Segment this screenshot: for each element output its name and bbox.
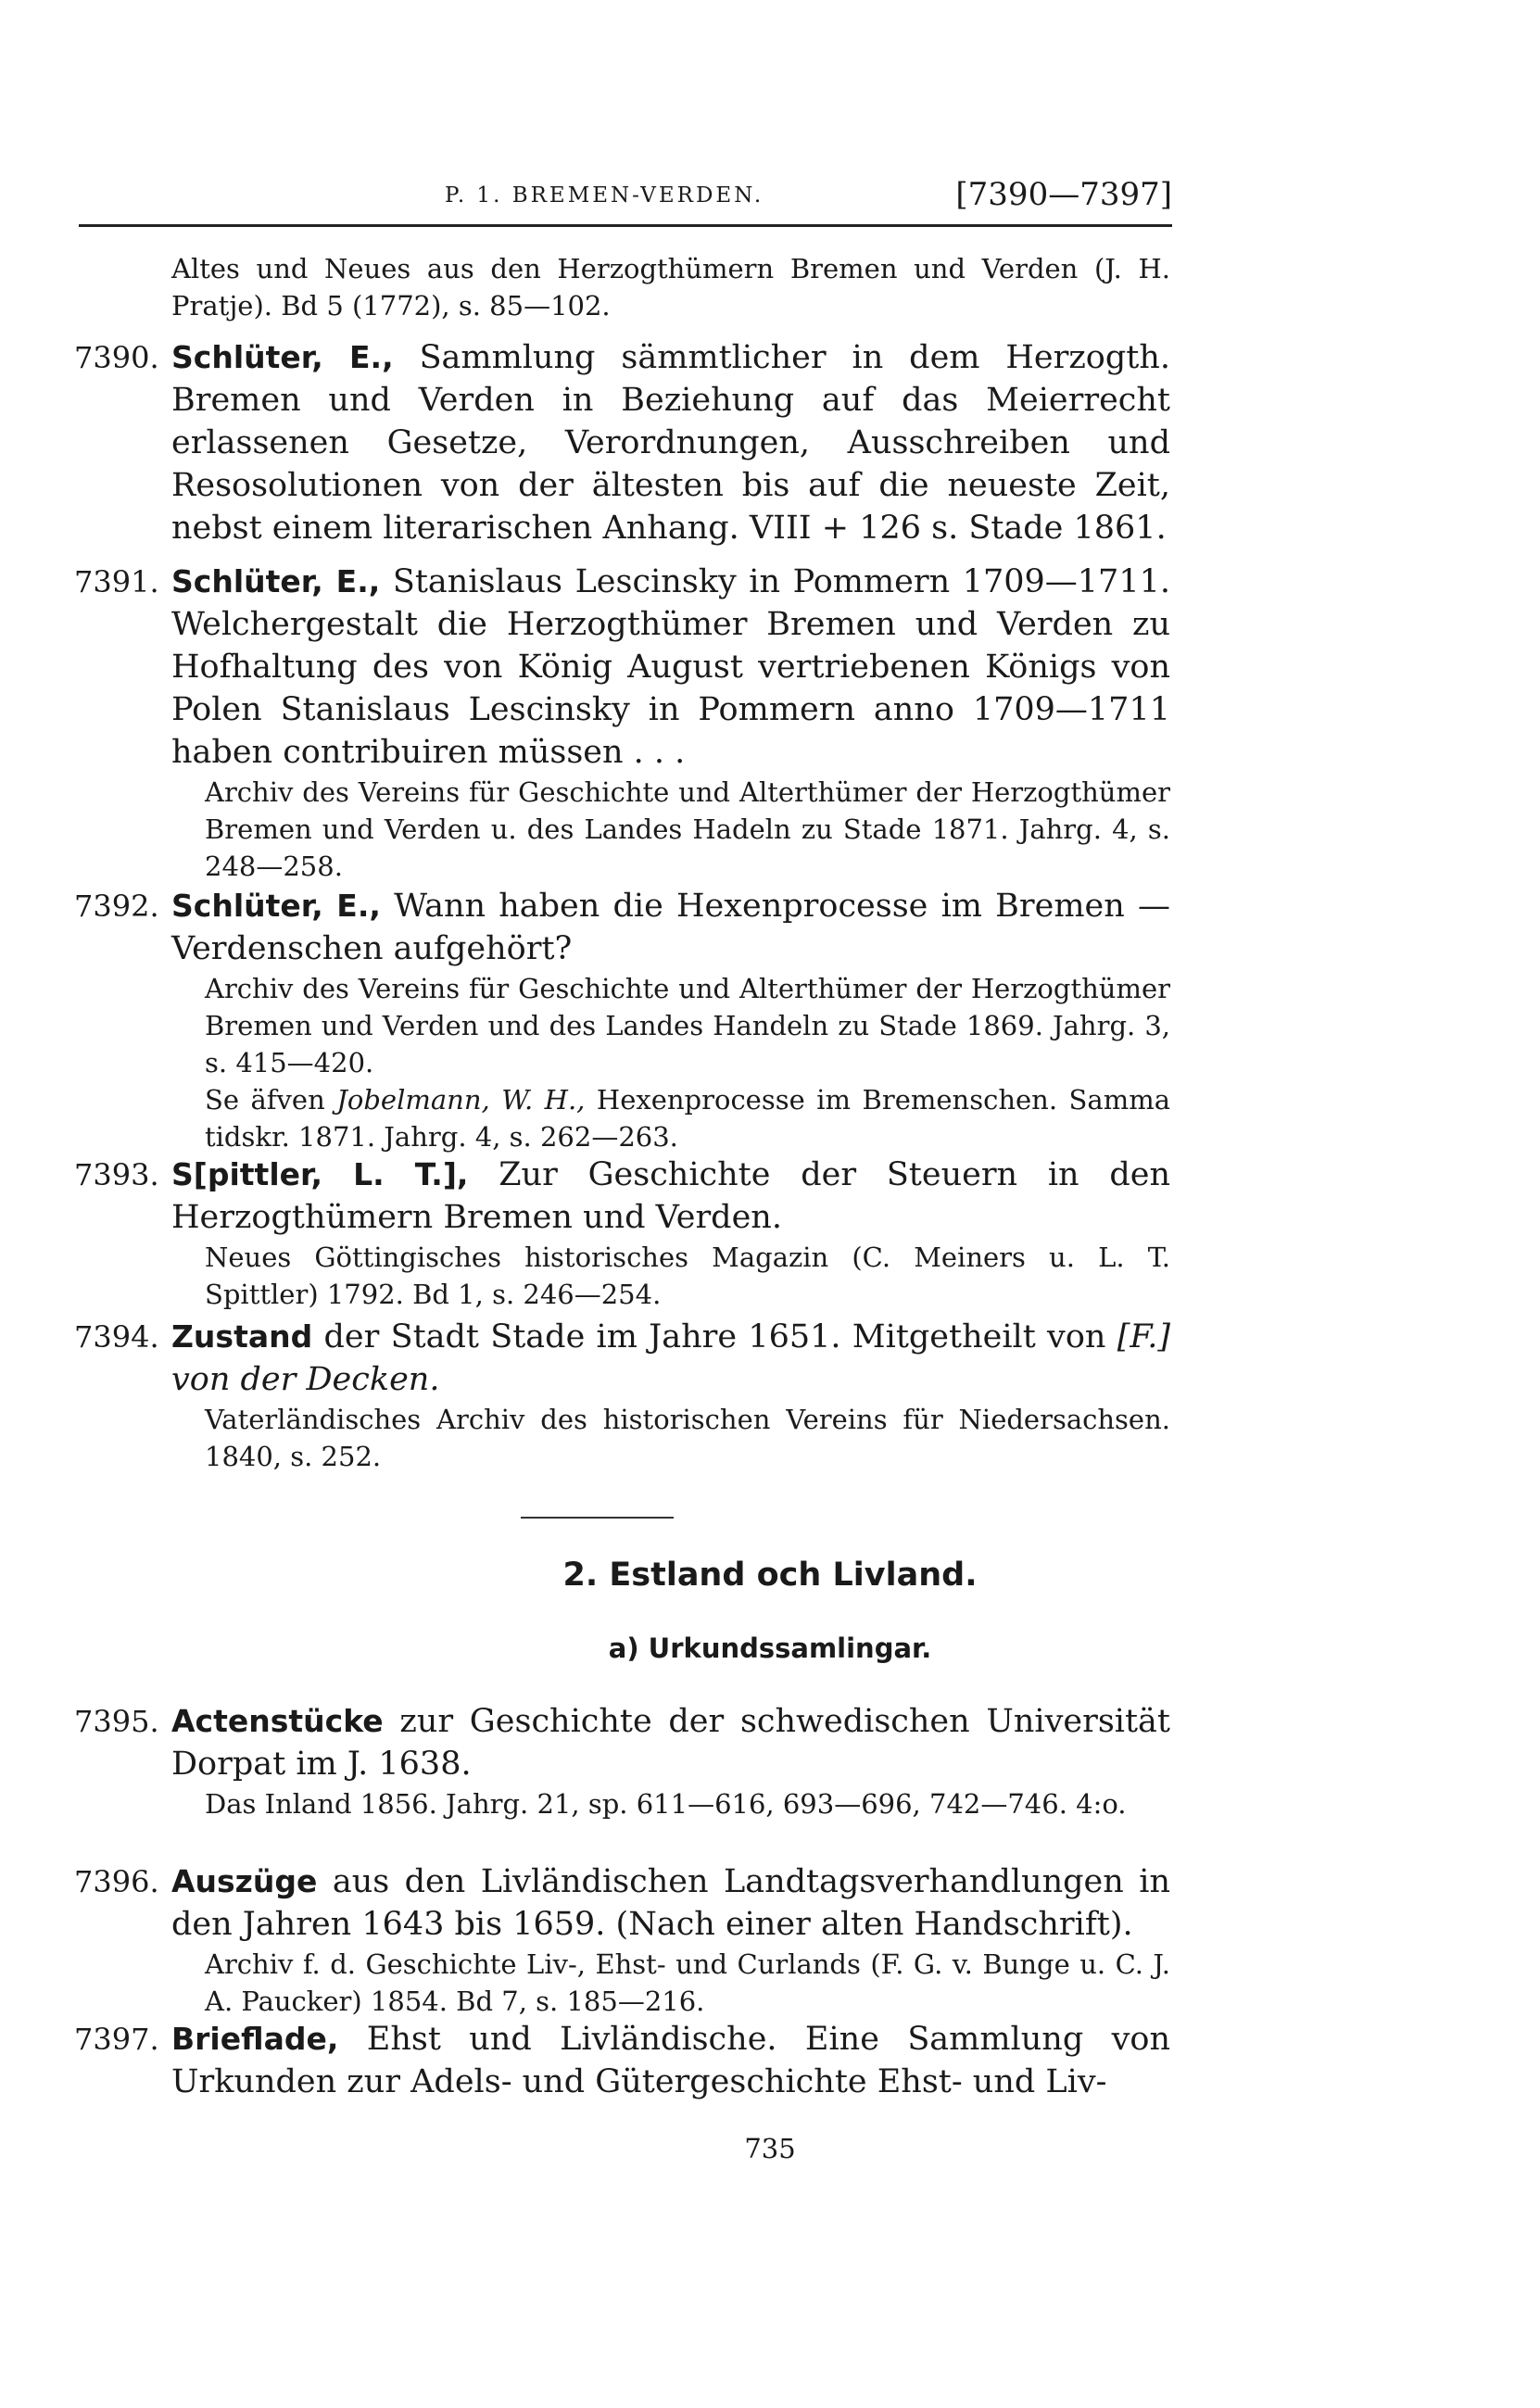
entry-number: 7396.: [74, 1864, 159, 1899]
entry-author: Schlüter, E.,: [171, 563, 381, 599]
subsection-title: a) Urkundssamlingar.: [608, 1633, 932, 1664]
see-prefix: Se äfven: [205, 1084, 325, 1116]
entry-author: Schlüter, E.,: [171, 339, 394, 375]
entry-body: [171, 1316, 1170, 1475]
entry-number: 7391.: [74, 564, 159, 599]
entry-text: Wann haben die Hexenprocesse im Bremen —Verdenschen aufgehört?: [171, 888, 1170, 967]
entry-note: Vaterländisches Archiv des historischen Vereins für Niedersachsen. 1840, s. 252.: [205, 1404, 1170, 1472]
entry-text: zur Geschichte der schwedischen Universität Dorpat im J. 1638.: [171, 1703, 1170, 1783]
entry-body: [171, 1154, 1170, 1313]
entry-note: Archiv des Vereins für Geschichte und Alterthümer der Herzogthümer Bremen und Verden u. des Landes Hadeln zu Stade 1871. Jahrg. 4, s. 248—258.: [205, 776, 1170, 882]
entry-author: Brieflade,: [171, 2021, 339, 2057]
entry-body: [171, 885, 1170, 1155]
entry-author: Actenstücke: [171, 1703, 384, 1739]
entry-note: Neues Göttingisches historisches Magazin (C. Meiners u. L. T. Spittler) 1792. Bd 1, s. 246—254.: [205, 1242, 1170, 1310]
intro-note: Altes und Neues aus den Herzogthümern Bremen und Verden (J. H. Pratje). Bd 5 (1772), s. 85—102.: [171, 253, 1170, 321]
entry-number: 7390.: [74, 340, 159, 375]
entry-text: der Stadt Stade im Jahre 1651. Mitgetheilt von: [323, 1318, 1106, 1355]
entry-note: Archiv f. d. Geschichte Liv-, Ehst- und Curlands (F. G. v. Bunge u. C. J. A. Paucker) 1854. Bd 7, s. 185—216.: [205, 1948, 1170, 2017]
entry-body: [171, 1860, 1170, 2020]
entry-text: Stanislaus Lescinsky in Pommern 1709—1711. Welchergestalt die Herzogthümer Bremen und Verden zu Hofhaltung des von König August vertriebenen Königs von Polen Stanislaus Lescinsky in Pommern anno 1709—1711 haben contribuiren müssen . . .: [171, 563, 1170, 771]
entry-number: 7395.: [74, 1704, 159, 1739]
entry-number: 7394.: [74, 1319, 159, 1355]
see-also: [171, 1081, 1170, 1155]
entry-editor: [F.] von der Decken.: [171, 1318, 1170, 1398]
entry-body: [171, 561, 1170, 885]
entry-body: [171, 1700, 1170, 1822]
entry-note: Das Inland 1856. Jahrg. 21, sp. 611—616, 693—696, 742—746. 4:o.: [205, 1788, 1127, 1820]
entry-author: S[pittler, L. T.],: [171, 1156, 469, 1192]
entry-body: [171, 336, 1170, 549]
entry-number: 7397.: [74, 2022, 159, 2057]
entry-note: Archiv des Vereins für Geschichte und Alterthümer der Herzogthümer Bremen und Verden und des Landes Handeln zu Stade 1869. Jahrg. 3, s. 415—420.: [205, 973, 1170, 1078]
page-number: 735: [744, 2133, 796, 2164]
entry-text: Ehst und Livländische. Eine Sammlung von Urkunden zur Adels- und Gütergeschichte Ehst- und Liv-: [171, 2021, 1170, 2100]
entry-text: aus den Livländischen Landtagsverhandlungen in den Jahren 1643 bis 1659. (Nach einer alten Handschrift).: [171, 1863, 1170, 1943]
entry-text: Sammlung sämmtlicher in dem Herzogth. Bremen und Verden in Beziehung auf das Meierrecht erlassenen Gesetze, Verordnungen, Ausschreiben und Resosolutionen von der ältesten bis auf die neueste Zeit, nebst einem literarischen Anhang. VIII + 126 s. Stade 1861.: [171, 339, 1170, 547]
entry-author: Schlüter, E.,: [171, 888, 381, 924]
entry-author: Zustand: [171, 1318, 313, 1355]
see-rest: Hexenprocesse im Bremenschen. Samma tidskr. 1871. Jahrg. 4, s. 262—263.: [205, 1084, 1171, 1153]
section-divider: [521, 1517, 674, 1519]
entry-author: Auszüge: [171, 1863, 318, 1899]
section-title: 2. Estland och Livland.: [562, 1557, 978, 1594]
running-header: [79, 176, 1172, 227]
entry-number: 7393.: [74, 1157, 159, 1192]
entry-text: Zur Geschichte der Steuern in den Herzogthümern Bremen und Verden.: [171, 1156, 1170, 1236]
see-reference: Jobelmann, W. H.,: [336, 1084, 586, 1116]
header-title: P. 1. BREMEN-VERDEN.: [445, 183, 764, 208]
header-range: [7390—7397]: [955, 176, 1172, 213]
entry-body: [171, 2018, 1170, 2103]
entry-number: 7392.: [74, 889, 159, 924]
